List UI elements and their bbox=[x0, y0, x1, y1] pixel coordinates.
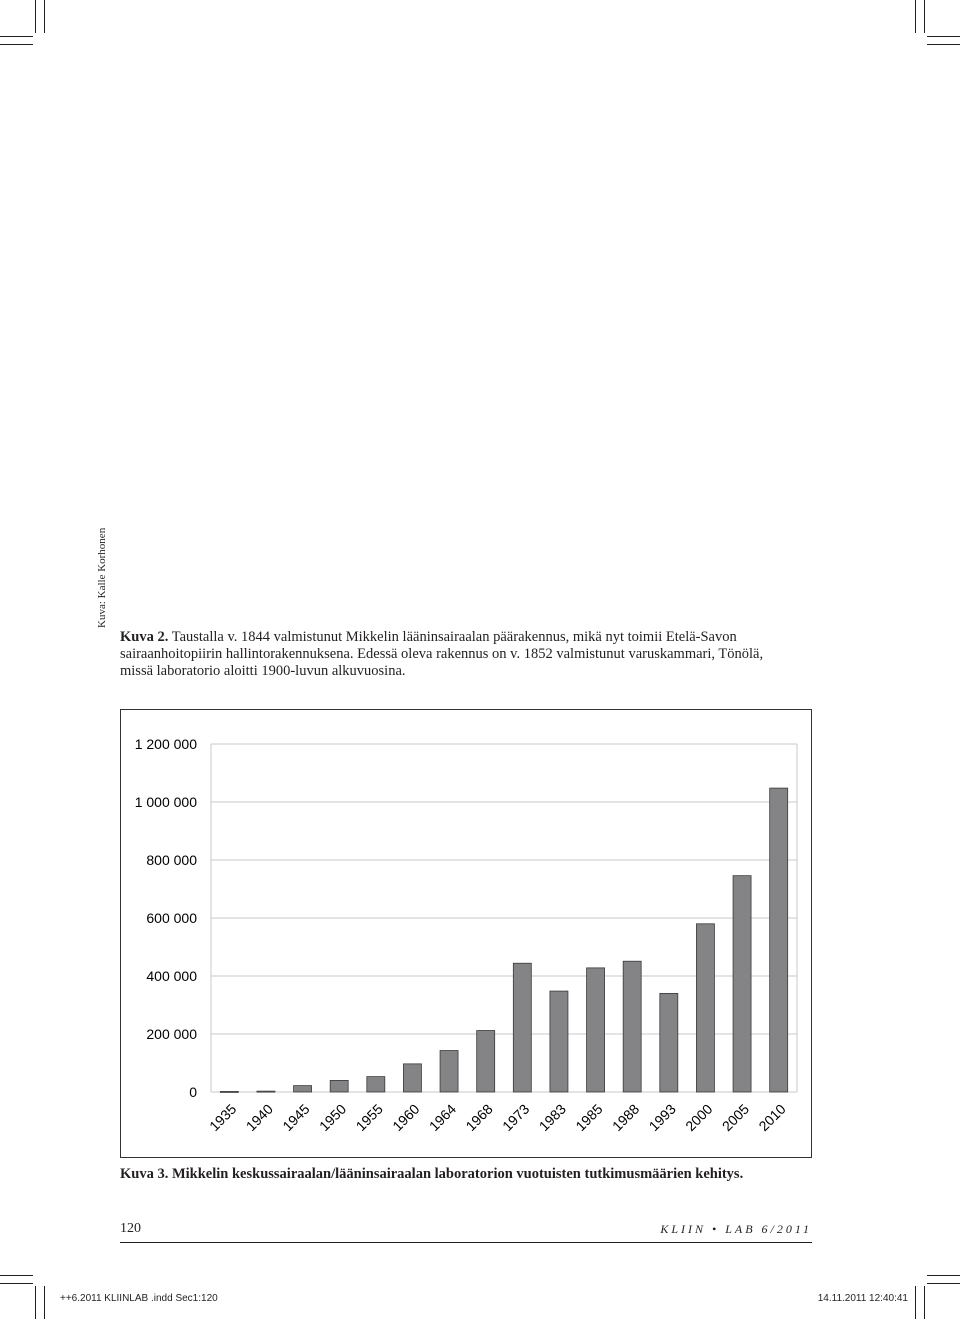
x-tick-label: 1955 bbox=[352, 1100, 386, 1135]
y-tick-label: 600 000 bbox=[146, 910, 197, 926]
y-tick-label: 200 000 bbox=[146, 1026, 197, 1042]
crop-mark bbox=[924, 1286, 925, 1319]
crop-mark bbox=[35, 1286, 36, 1319]
crop-mark bbox=[44, 1286, 45, 1319]
bar bbox=[403, 1064, 421, 1092]
bar bbox=[440, 1051, 458, 1092]
x-tick-label: 1985 bbox=[572, 1100, 606, 1135]
footer-rule bbox=[120, 1242, 812, 1243]
bar bbox=[330, 1080, 348, 1092]
slug-timestamp: 14.11.2011 12:40:41 bbox=[817, 1293, 908, 1304]
bar bbox=[587, 968, 605, 1092]
page-number: 120 bbox=[120, 1221, 141, 1236]
x-tick-label: 1935 bbox=[206, 1100, 240, 1135]
photo-credit: Kuva: Kalle Korhonen bbox=[96, 527, 108, 628]
y-tick-label: 0 bbox=[189, 1084, 197, 1100]
x-tick-label: 1964 bbox=[425, 1100, 460, 1135]
x-tick-label: 1968 bbox=[462, 1100, 496, 1135]
bar bbox=[550, 991, 568, 1092]
x-tick-label: 1960 bbox=[389, 1100, 423, 1135]
bar-chart bbox=[121, 710, 811, 1157]
journal-name: KLIIN • LAB 6/2011 bbox=[660, 1222, 812, 1236]
crop-mark bbox=[924, 0, 925, 33]
figure-caption bbox=[120, 629, 790, 680]
bar bbox=[294, 1086, 312, 1092]
bar bbox=[623, 961, 641, 1092]
x-tick-label: 1983 bbox=[535, 1100, 570, 1135]
x-tick-label: 1973 bbox=[499, 1100, 533, 1135]
crop-mark bbox=[44, 0, 45, 33]
crop-mark bbox=[0, 36, 33, 37]
crop-mark bbox=[927, 36, 960, 37]
bar bbox=[257, 1091, 275, 1092]
crop-mark bbox=[927, 1283, 960, 1284]
bar bbox=[733, 876, 751, 1092]
crop-mark bbox=[927, 44, 960, 45]
figure-caption-text: Taustalla v. 1844 valmistunut Mikkelin lääninsairaalan päärakennus, mikä nyt toimii Etelä-Savon sairaanhoitopiirin hallintorakennuksena. Edessä oleva rakennus on v. 1852 valmistunut varuskammari, Tönölä, missä laboratorio aloitti 1900-luvun alkuvuosina. bbox=[120, 629, 764, 679]
x-tick-label: 2000 bbox=[682, 1100, 716, 1135]
crop-mark bbox=[915, 0, 916, 33]
chart-caption-text: Mikkelin keskussairaalan/lääninsairaalan laboratorion vuotuisten tutkimusmäärien kehitys. bbox=[171, 1166, 744, 1182]
slug-filename: ++6.2011 KLIINLAB .indd Sec1:120 bbox=[60, 1293, 218, 1304]
chart-frame bbox=[120, 709, 812, 1158]
crop-mark bbox=[0, 1275, 33, 1276]
crop-mark bbox=[915, 1286, 916, 1319]
chart-caption-label: Kuva 3. bbox=[120, 1166, 169, 1182]
chart-caption bbox=[120, 1166, 820, 1183]
bar bbox=[696, 924, 714, 1092]
x-tick-label: 1988 bbox=[608, 1100, 643, 1135]
crop-mark bbox=[0, 44, 33, 45]
bar bbox=[770, 788, 788, 1092]
bar bbox=[513, 963, 531, 1092]
x-tick-label: 1950 bbox=[315, 1100, 350, 1135]
x-tick-label: 1940 bbox=[242, 1100, 277, 1135]
bar bbox=[660, 993, 678, 1092]
crop-mark bbox=[35, 0, 36, 33]
crop-mark bbox=[0, 1283, 33, 1284]
crop-mark bbox=[927, 1275, 960, 1276]
y-tick-label: 400 000 bbox=[146, 968, 197, 984]
x-tick-label: 1945 bbox=[279, 1100, 313, 1135]
bar bbox=[367, 1077, 385, 1092]
bar bbox=[477, 1031, 495, 1092]
bar bbox=[220, 1091, 238, 1092]
figure-caption-label: Kuva 2. bbox=[120, 629, 169, 645]
x-tick-label: 2005 bbox=[718, 1100, 753, 1135]
y-tick-label: 800 000 bbox=[146, 852, 197, 868]
y-tick-label: 1 200 000 bbox=[134, 736, 197, 752]
x-tick-label: 1993 bbox=[645, 1100, 679, 1135]
x-tick-label: 2010 bbox=[755, 1100, 789, 1135]
y-tick-label: 1 000 000 bbox=[134, 794, 197, 810]
